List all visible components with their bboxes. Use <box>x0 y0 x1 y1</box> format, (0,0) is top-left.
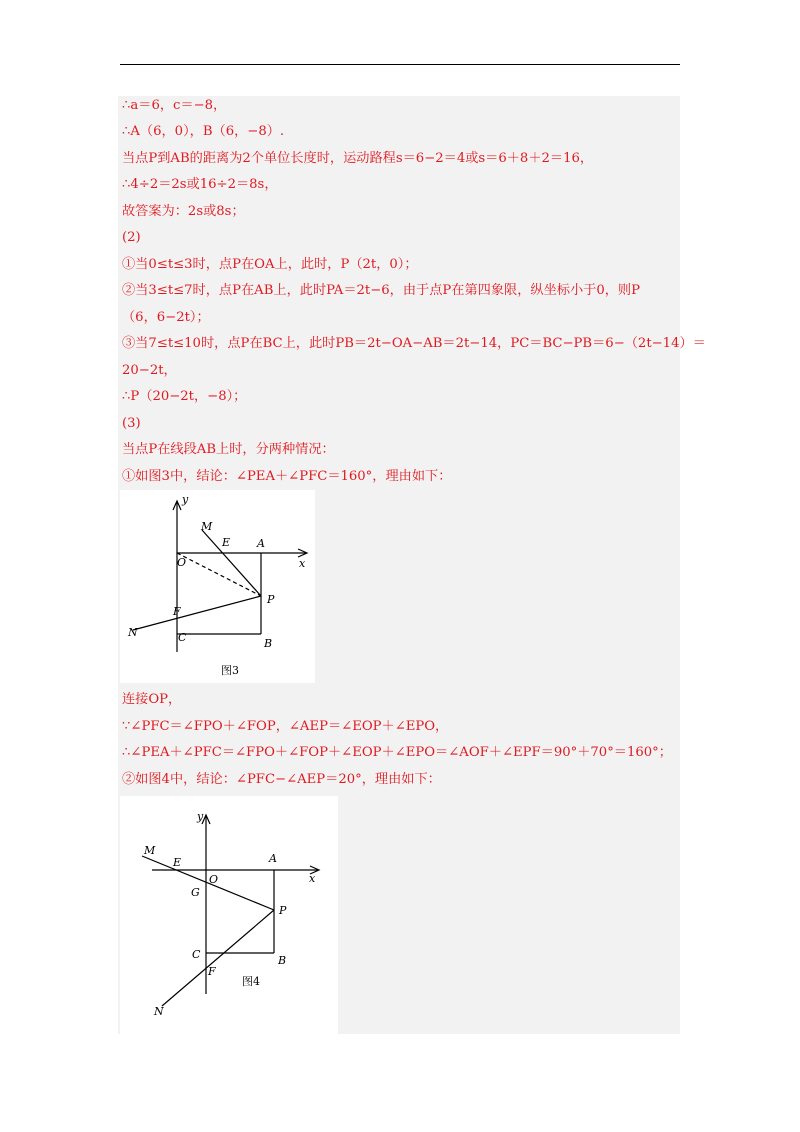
fig3-label-f: F <box>173 605 181 618</box>
solution-line: ②当3≤t≤7时，点P在AB上，此时PA＝2t−6，由于点P在第四象限，纵坐标小于0，则P <box>122 283 640 298</box>
fig4-label-g: G <box>191 886 200 899</box>
solution-line: 当点P到AB的距离为2个单位长度时，运动路程s＝6−2＝4或s＝6＋8＋2＝16， <box>122 151 594 166</box>
solution-line: ∵∠PFC＝∠FPO＋∠FOP，∠AEP＝∠EOP＋∠EPO， <box>122 719 449 734</box>
solution-line: ③当7≤t≤10时，点P在BC上，此时PB＝2t−OA−AB＝2t−14，PC＝BC−PB＝6−（2t−14）＝ <box>122 336 706 351</box>
fig4-label-x: x <box>309 872 316 885</box>
fig3-label-e: E <box>222 536 231 549</box>
fig3-label-c: C <box>178 631 187 644</box>
fig4-label-a: A <box>269 852 277 865</box>
fig4-label-f: F <box>208 965 216 978</box>
solution-line: 20−2t， <box>122 363 177 378</box>
header-rule <box>120 64 680 65</box>
solution-line: ∴∠PEA＋∠PFC＝∠FPO＋∠FOP＋∠EOP＋∠EPO＝∠AOF＋∠EPF＝90°＋70°＝160°； <box>122 745 672 760</box>
fig4-caption: 图4 <box>242 975 260 988</box>
fig4-label-e: E <box>173 856 182 869</box>
fig4-label-o: O <box>209 873 219 886</box>
solution-line: ①如图3中，结论：∠PEA＋∠PFC＝160°，理由如下： <box>122 469 452 484</box>
solution-line: ∴a＝6，c＝−8， <box>122 98 227 113</box>
solution-line: (3) <box>122 416 141 431</box>
solution-line: ∴P（20−2t，−8）； <box>122 389 247 404</box>
solution-line: ∴4÷2＝2s或16÷2＝8s， <box>122 177 278 192</box>
fig3-label-p: P <box>267 593 275 606</box>
solution-line: （6，6−2t）； <box>122 310 210 325</box>
fig4-label-c: C <box>192 948 201 961</box>
fig3-label-a: A <box>257 537 265 550</box>
fig3-caption: 图3 <box>221 664 239 677</box>
fig3-label-m: M <box>201 520 213 533</box>
solution-line: 连接OP， <box>122 692 182 707</box>
fig4-label-y: y <box>197 810 204 823</box>
solution-line: 故答案为：2s或8s； <box>122 204 245 219</box>
figure-3 <box>120 490 315 683</box>
fig3-label-n: N <box>128 626 138 639</box>
fig3-label-y: y <box>182 493 189 506</box>
solution-line: ①当0≤t≤3时，点P在OA上，此时，P（2t，0）； <box>122 257 418 272</box>
fig4-label-n: N <box>154 1005 164 1018</box>
solution-line: 当点P在线段AB上时，分两种情况： <box>122 442 335 457</box>
fig4-label-p: P <box>279 904 287 917</box>
fig3-label-o: O <box>177 556 187 569</box>
solution-line: ∴A（6，0），B（6，−8）. <box>122 124 285 139</box>
solution-line: (2) <box>122 230 141 245</box>
fig4-label-b: B <box>278 954 287 967</box>
figure-4 <box>120 796 338 1034</box>
fig3-label-b: B <box>264 637 273 650</box>
fig4-label-m: M <box>144 844 156 857</box>
fig3-label-x: x <box>299 557 306 570</box>
solution-line: ②如图4中，结论：∠PFC−∠AEP＝20°，理由如下： <box>122 772 441 787</box>
